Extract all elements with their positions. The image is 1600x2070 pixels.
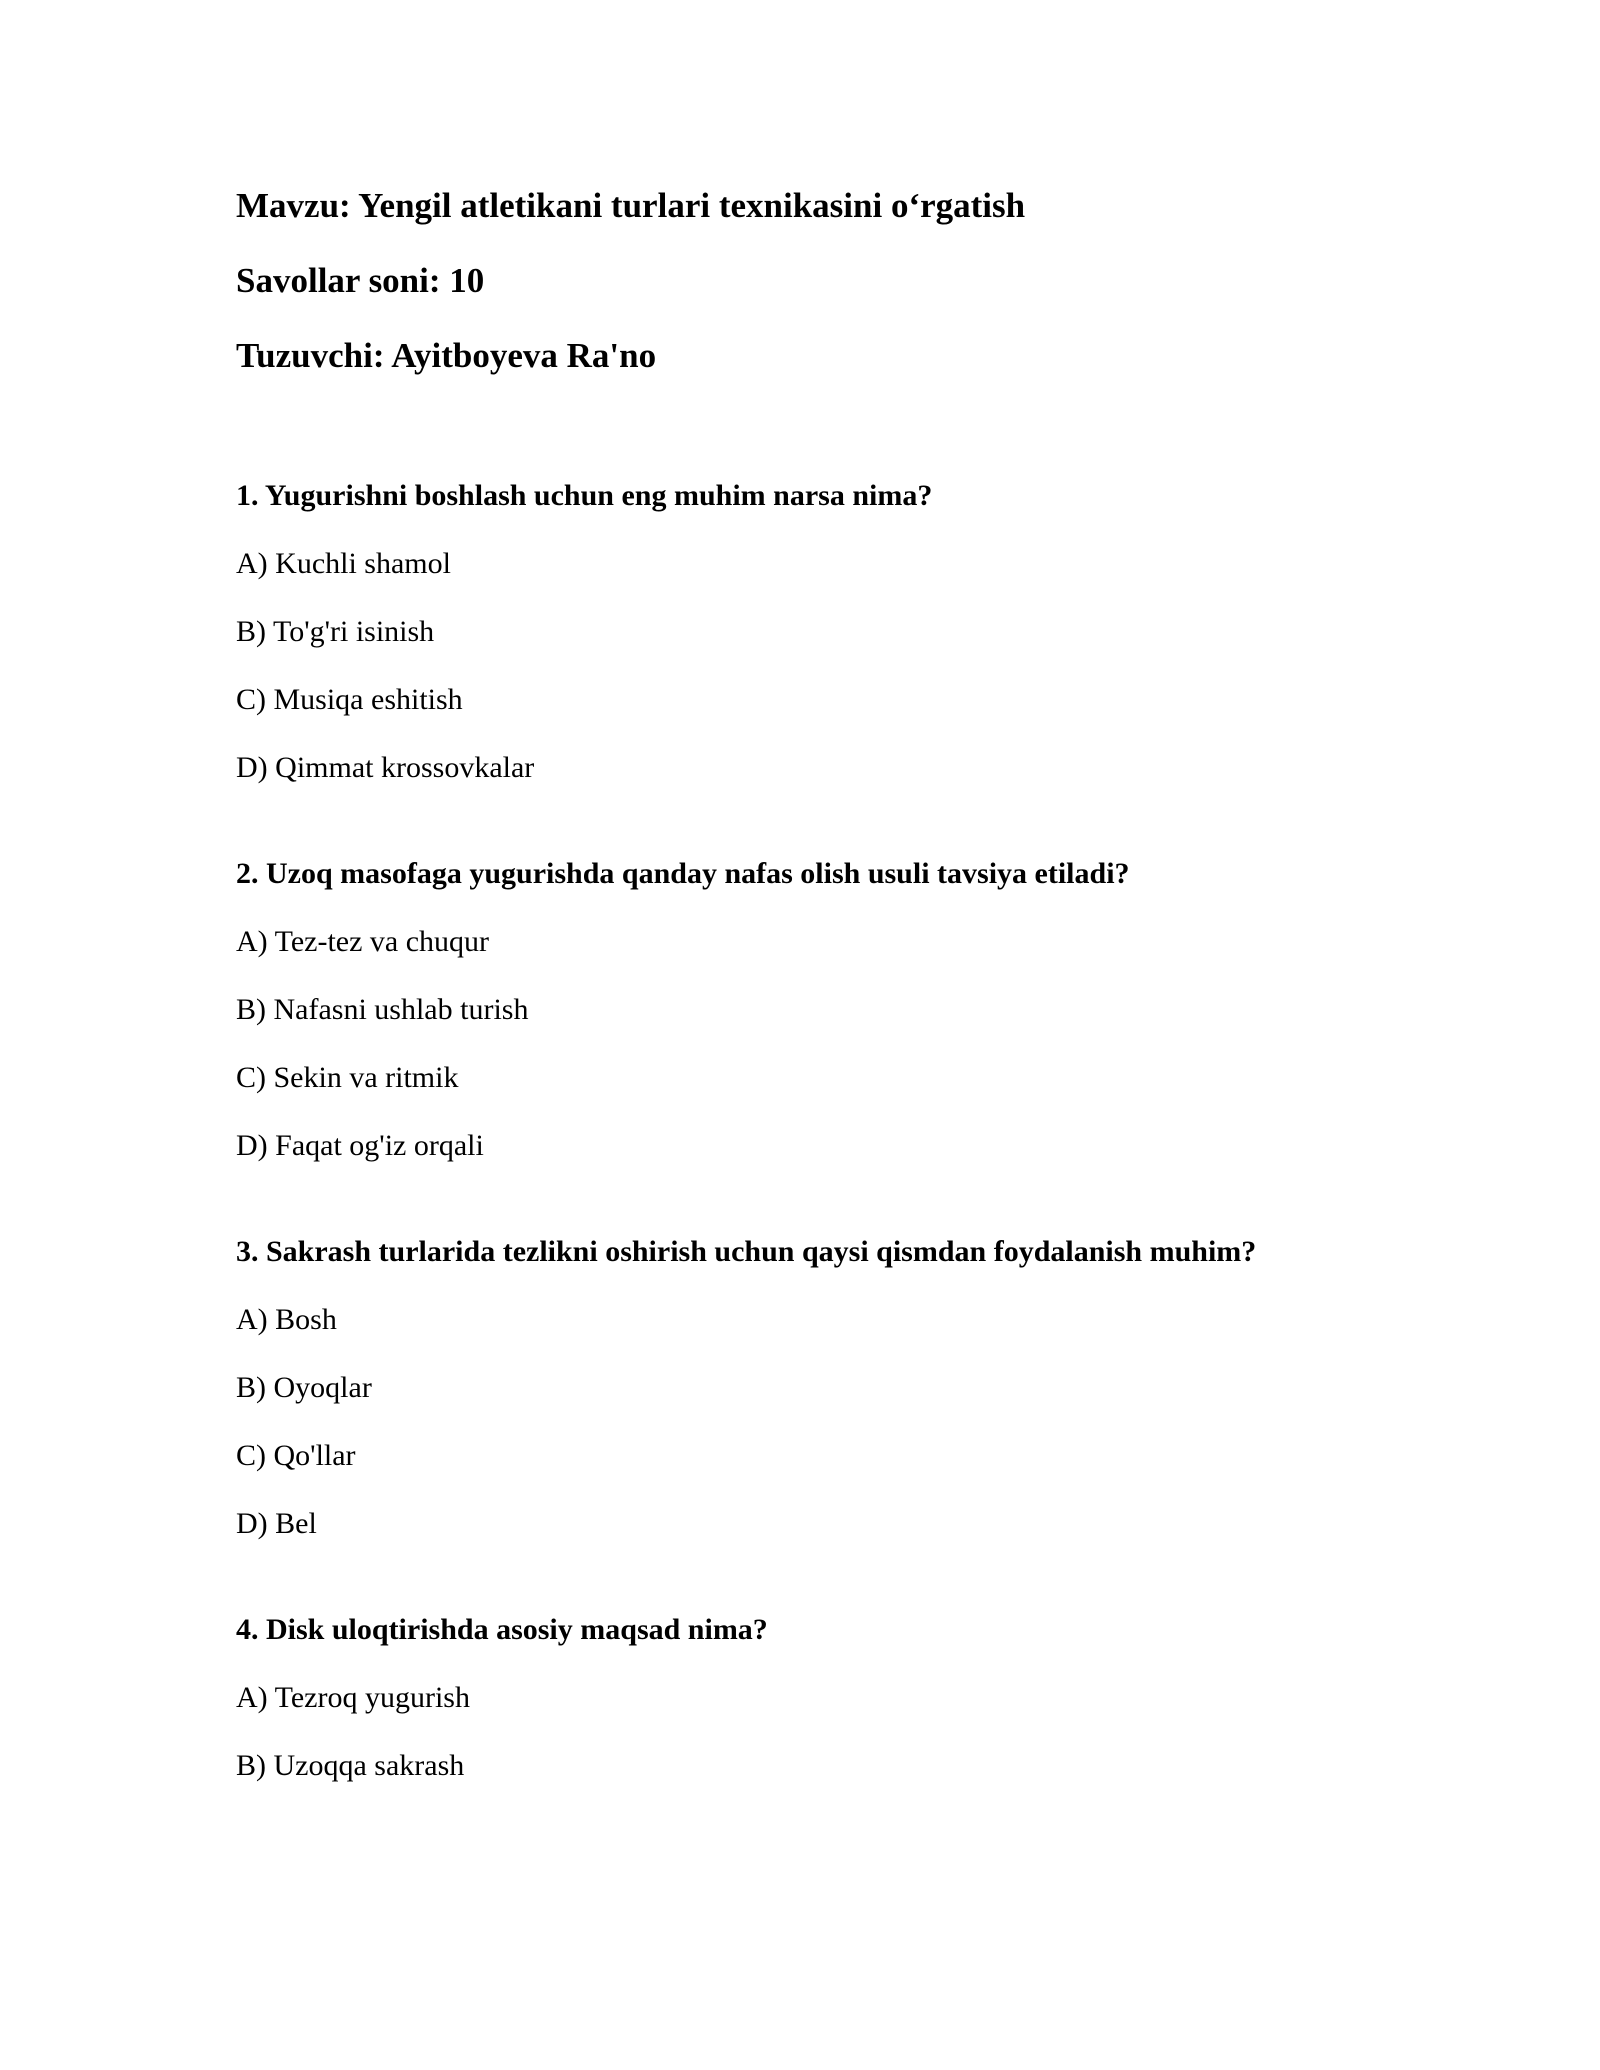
option-b: B) To'g'ri isinish [236,615,435,648]
option-b: B) Oyoqlar [236,1371,372,1404]
option-c: C) Qo'llar [236,1439,356,1472]
question-1 [236,478,1436,786]
option-b: B) Nafasni ushlab turish [236,993,529,1026]
option-c: C) Musiqa eshitish [236,683,463,716]
option-c: C) Sekin va ritmik [236,1061,459,1094]
option-a: A) Tezroq yugurish [236,1681,470,1714]
question-title: 3. Sakrash turlarida tezlikni oshirish uchun qaysi qismdan foydalanish muhim? [236,1235,1257,1268]
option-b: B) Uzoqqa sakrash [236,1749,465,1782]
document-content [236,186,1436,1854]
option-a: A) Kuchli shamol [236,547,451,580]
author-heading: Tuzuvchi: Ayitboyeva Ra'no [236,336,657,375]
option-d: D) Qimmat krossovkalar [236,751,535,784]
question-count-heading: Savollar soni: 10 [236,261,485,300]
question-title: 2. Uzoq masofaga yugurishda qanday nafas olish usuli tavsiya etiladi? [236,857,1130,890]
question-2 [236,856,1436,1164]
option-d: D) Bel [236,1507,317,1540]
question-4 [236,1612,1436,1784]
option-a: A) Bosh [236,1303,337,1336]
question-title: 1. Yugurishni boshlash uchun eng muhim narsa nima? [236,479,933,512]
topic-heading: Mavzu: Yengil atletikani turlari texnikasini o‘rgatish [236,186,1026,225]
option-a: A) Tez-tez va chuqur [236,925,490,958]
question-3 [236,1234,1436,1542]
question-title: 4. Disk uloqtirishda asosiy maqsad nima? [236,1613,768,1646]
option-d: D) Faqat og'iz orqali [236,1129,484,1162]
